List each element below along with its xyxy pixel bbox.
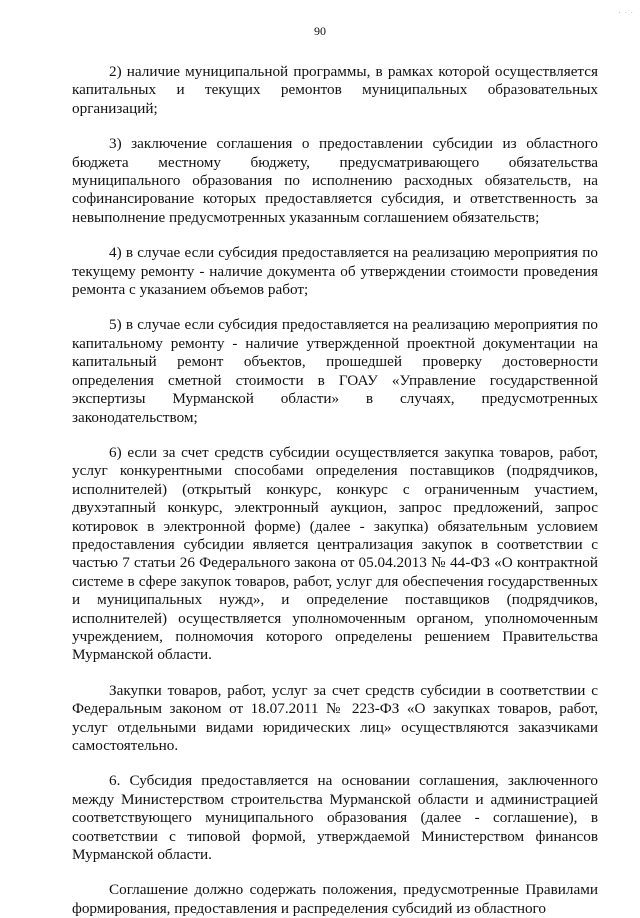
paragraph-condition-5: 5) в случае если субсидия предоставляется на реализацию мероприятия по капитальному ремонту - наличие утвержденной проектной документации на капитальный ремонт объектов, прошедшей проверку достоверности определения сметной стоимости в ГОАУ «Управление государственной экспертизы Мурманской области» в случаях, предусмотренных законодательством; [72,316,598,426]
paragraph-procurement: Закупки товаров, работ, услуг за счет средств субсидии в соответствии с Федеральным законом от 18.07.2011 № 223-ФЗ «О закупках товаров, работ, услуг отдельными видами юридических лиц» осуществляются заказчиками самостоятельно. [72,681,598,754]
paragraph-agreement: Соглашение должно содержать положения, предусмотренные Правилами формирования, предоставления и распределения субсидий из областного [72,881,598,917]
corner-mark: · · · [618,9,634,17]
paragraph-condition-3: 3) заключение соглашения о предоставлении субсидии из областного бюджета местному бюджету, предусматривающего обязательства муниципального образования по исполнению расходных обязательств, на софинансирование которых предоставляется субсидия, и ответственность за невыполнение предусмотренных указанным соглашением обязательств; [72,135,598,226]
document-body [72,63,598,918]
paragraph-condition-6: 6) если за счет средств субсидии осуществляется закупка товаров, работ, услуг конкурентными способами определения поставщиков (подрядчиков, исполнителей) (открытый конкурс, конкурс с ограниченным участием, двухэтапный конкурс, электронный аукцион, запрос предложений, запрос котировок в электронной форме) (далее - закупка) обязательным условием предоставления субсидии является централизация закупок в соответствии с частью 7 статьи 26 Федерального закона от 05.04.2013 № 44-ФЗ «О контрактной системе в сфере закупок товаров, работ, услуг для обеспечения государственных и муниципальных нужд», и определение поставщиков (подрядчиков, исполнителей) осуществляется уполномоченным органом, уполномоченным учреждением, полномочия которого определены решением Правительства Мурманской области. [72,443,598,664]
page-number: 90 [314,24,326,38]
paragraph-condition-4: 4) в случае если субсидия предоставляется на реализацию мероприятия по текущему ремонту - наличие документа об утверждении стоимости проведения ремонта с указанием объемов работ; [72,244,598,299]
paragraph-condition-2: 2) наличие муниципальной программы, в рамках которой осуществляется капитальных и текущих ремонтов муниципальных образовательных организаций; [72,63,598,117]
paragraph-section-6: 6. Субсидия предоставляется на основании соглашения, заключенного между Министерством строительства Мурманской области и администрацией соответствующего муниципального образования (далее - соглашение), в соответствии с типовой формой, утверждаемой Министерством финансов Мурманской области. [72,772,598,864]
